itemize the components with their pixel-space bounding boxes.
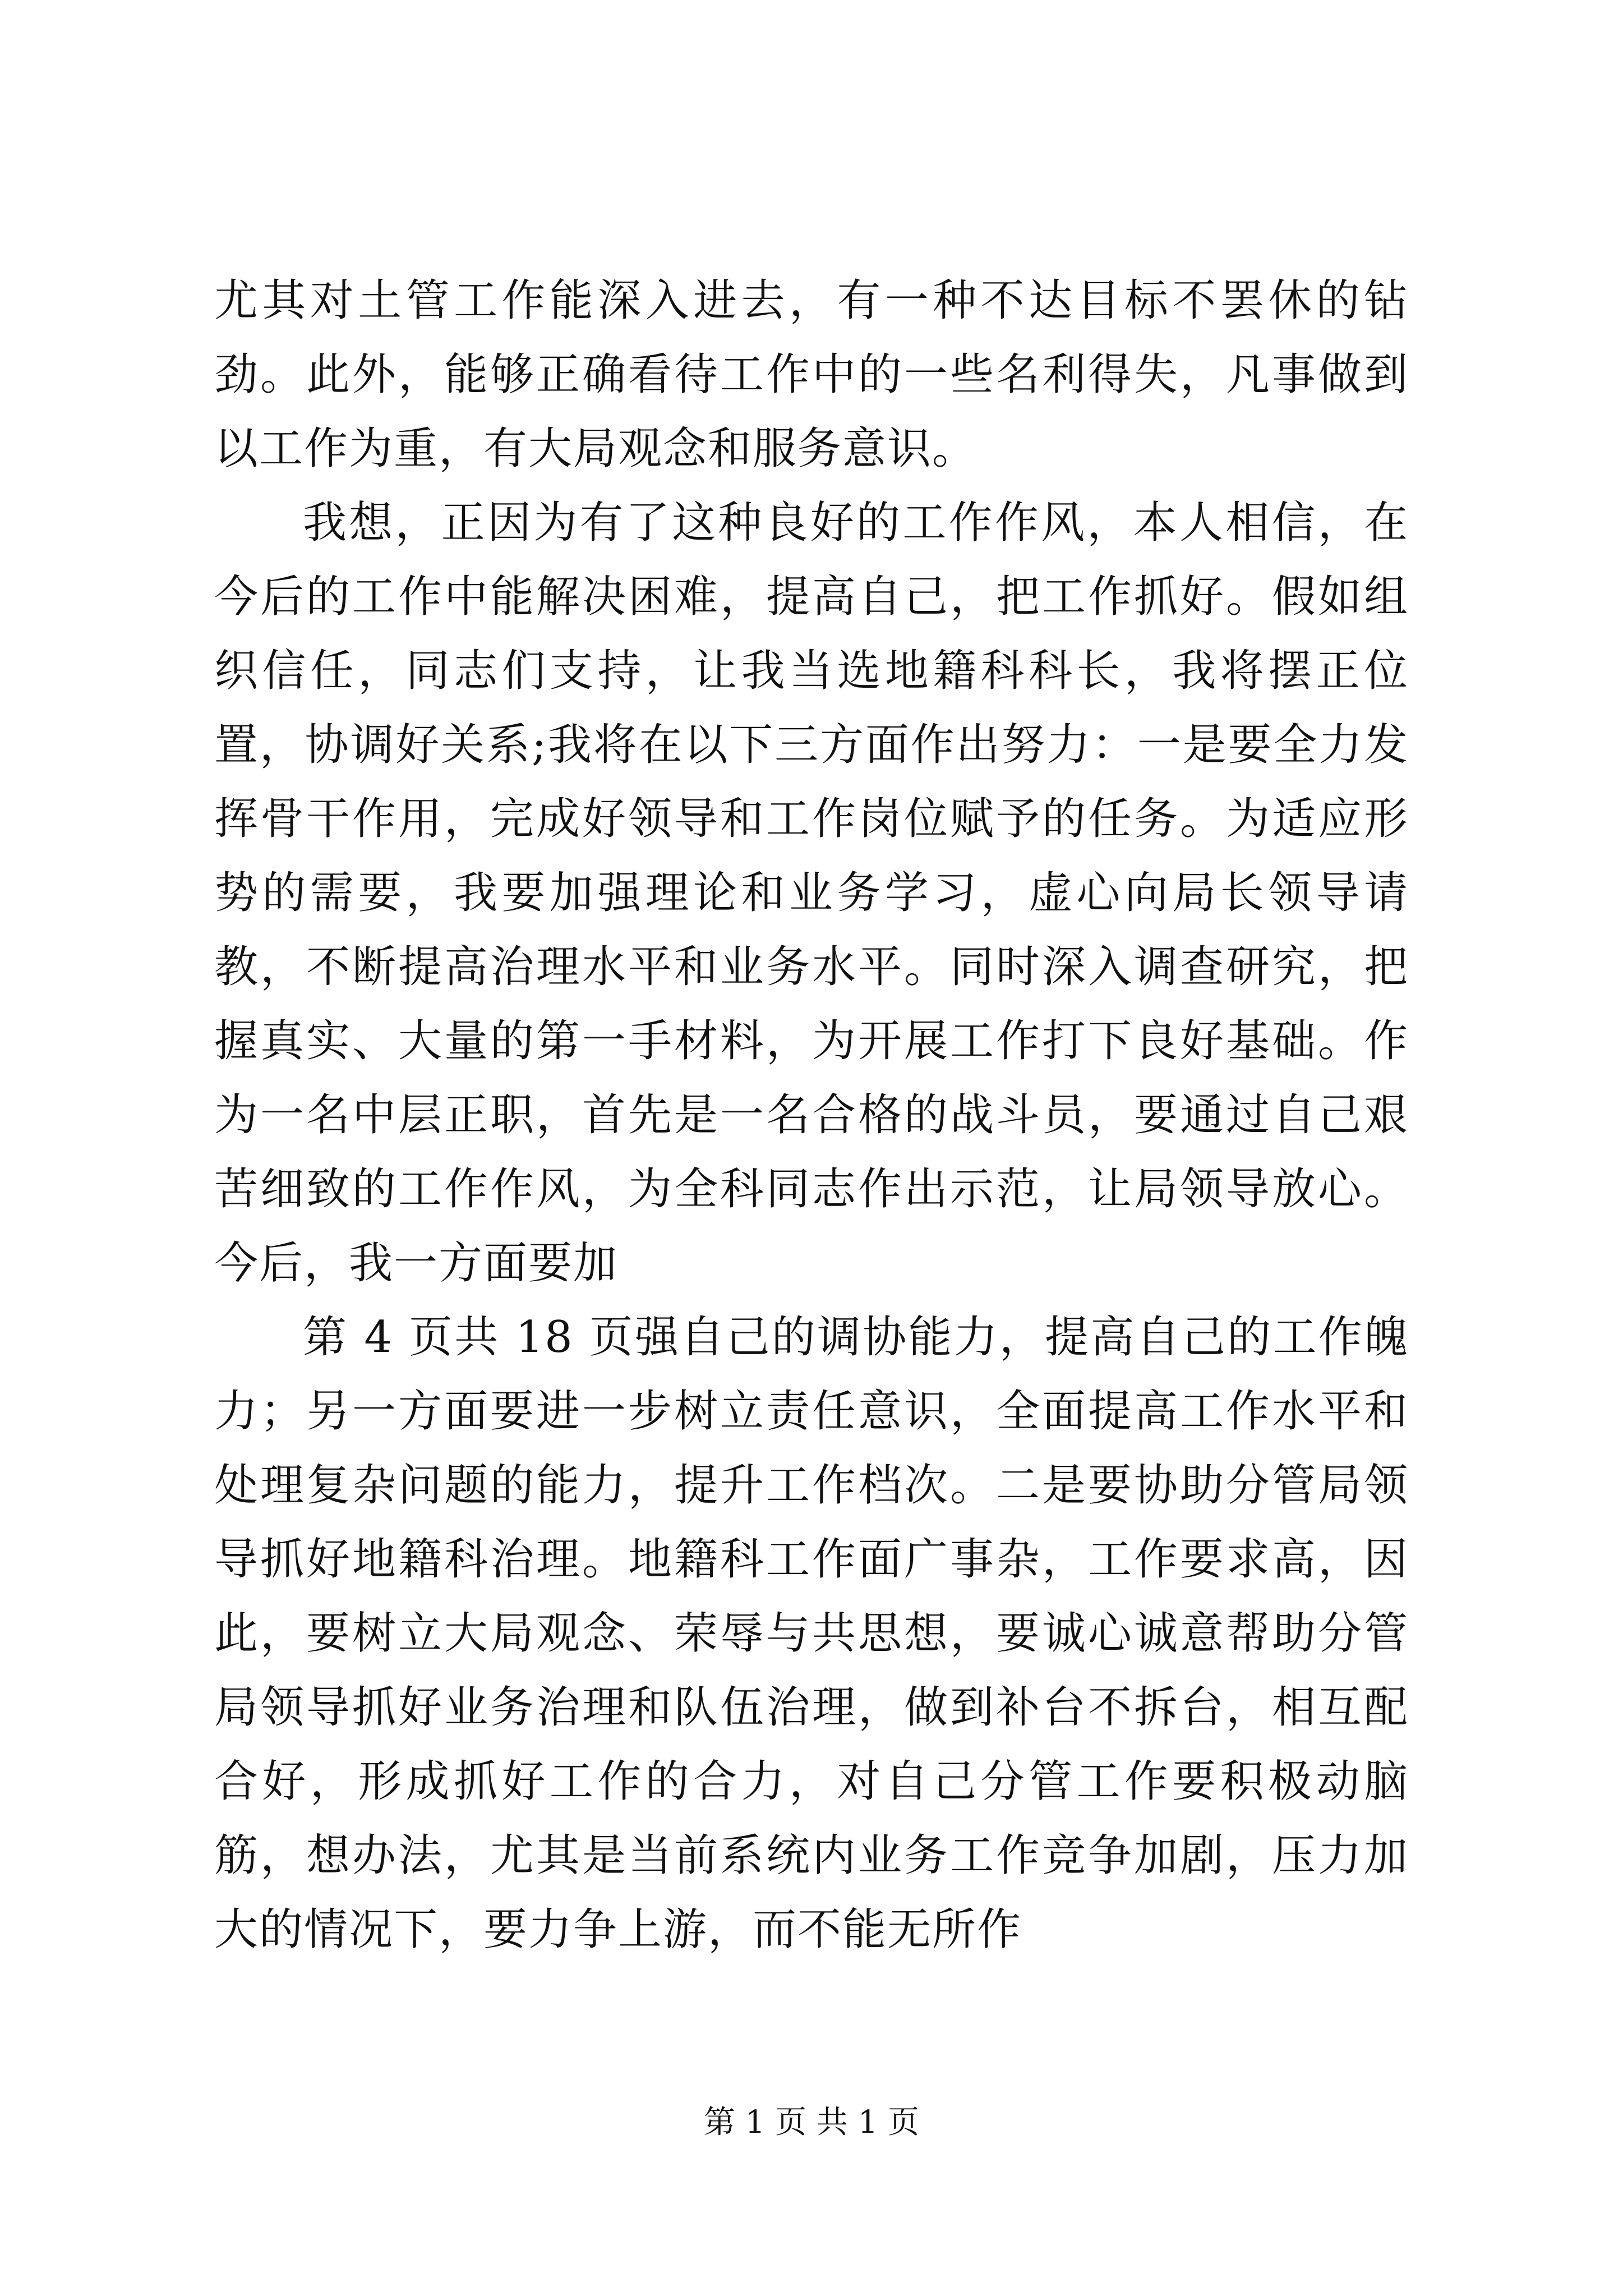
page-footer: 第 1 页 共 1 页 [703,2104,920,2141]
paragraph-1: 尤其对土管工作能深入进去，有一种不达目标不罢休的钻劲。此外，能够正确看待工作中的一些名利得失，凡事做到以工作为重，有大局观念和服务意识。 [214,275,1409,474]
document-body [214,264,1409,1967]
paragraph-2: 我想，正因为有了这种良好的工作作风，本人相信，在今后的工作中能解决困难，提高自己，把工作抓好。假如组织信任，同志们支持，让我当选地籍科科长，我将摆正位置，协调好关系;我将在以下三方面作出努力：一是要全力发挥骨干作用，完成好领导和工作岗位赋予的任务。为适应形势的需要，我要加强理论和业务学习，虚心向局长领导请教，不断提高治理水平和业务水平。同时深入调查研究，把握真实、大量的第一手材料，为开展工作打下良好基础。作为一名中层正职，首先是一名合格的战斗员，要通过自己艰苦细致的工作作风，为全科同志作出示范，让局领导放心。今后，我一方面要加 [214,498,1409,1289]
paragraph-3: 第 4 页共 18 页强自己的调协能力，提高自己的工作魄力；另一方面要进一步树立责任意识，全面提高工作水平和处理复杂问题的能力，提升工作档次。二是要协助分管局领导抓好地籍科治理。地籍科工作面广事杂，工作要求高，因此，要树立大局观念、荣辱与共思想，要诚心诚意帮助分管局领导抓好业务治理和队伍治理，做到补台不拆台，相互配合好，形成抓好工作的合力，对自己分管工作要积极动脑筋，想办法，尤其是当前系统内业务工作竞争加剧，压力加大的情况下，要力争上游，而不能无所作 [214,1312,1409,1955]
